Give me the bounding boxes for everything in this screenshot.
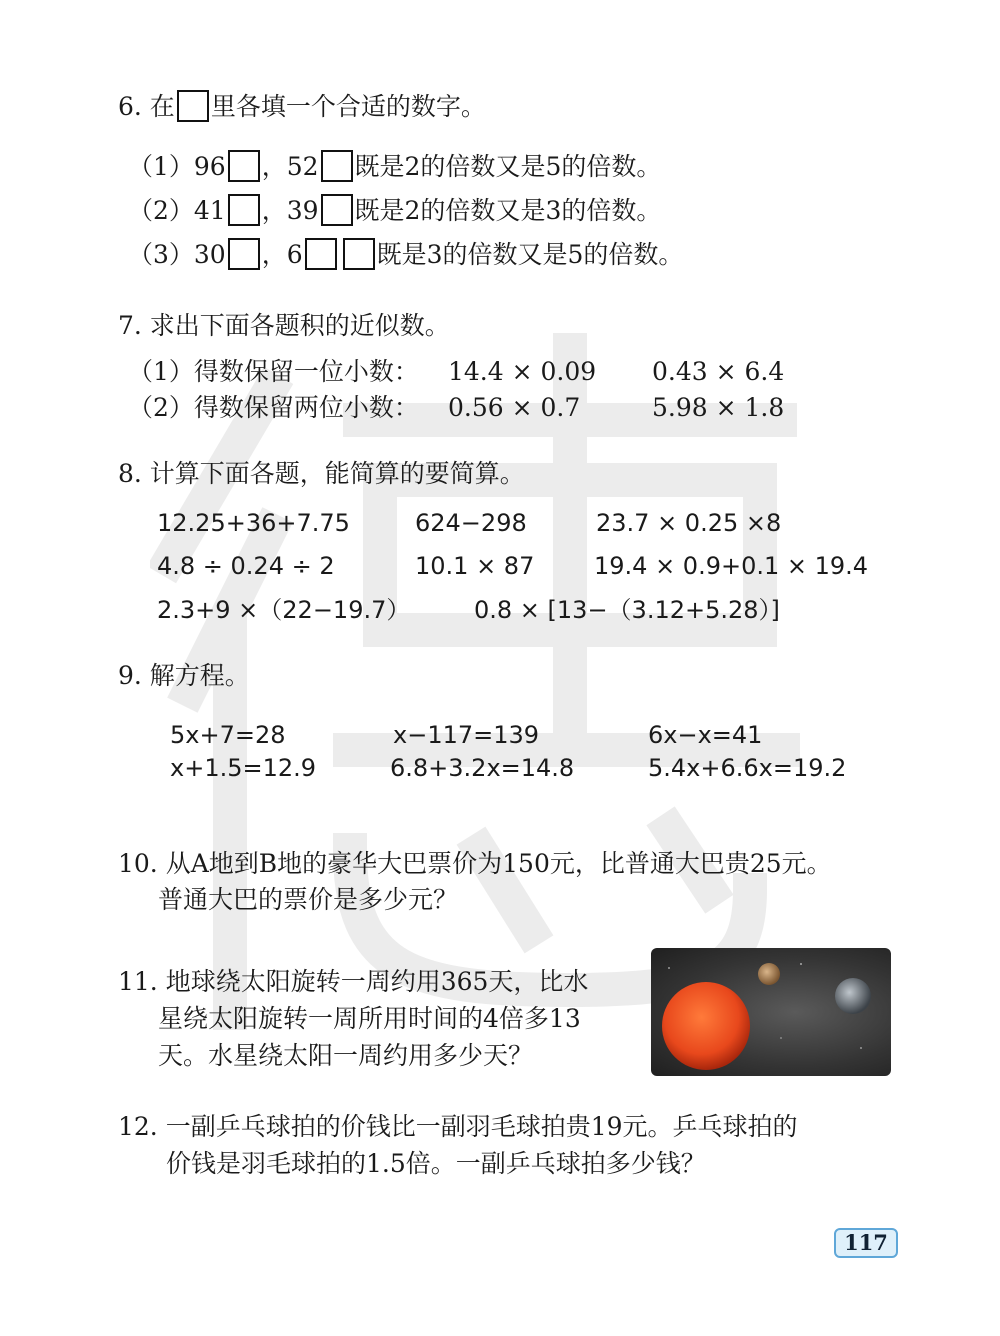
q9-equation: 5.4x+6.6x=19.2 bbox=[648, 754, 847, 782]
q9-equation: 6x−x=41 bbox=[648, 721, 763, 749]
q6-title-post: 里各填一个合适的数字。 bbox=[210, 92, 486, 121]
planets-image bbox=[651, 948, 891, 1076]
q6-title-pre: 6. 在 bbox=[118, 92, 175, 121]
q8-expr: 10.1 × 87 bbox=[415, 552, 535, 580]
q6-item-1-condition: 既是2的倍数又是5的倍数。 bbox=[354, 152, 662, 181]
answer-box[interactable] bbox=[305, 238, 337, 270]
q8-expr: 624−298 bbox=[415, 509, 527, 537]
q6-item-3-number-2: ，6 bbox=[261, 240, 303, 269]
q8-expr: 2.3+9 ×（22−19.7） bbox=[157, 596, 411, 624]
q6-item-2-number: （2）41 bbox=[128, 196, 226, 225]
answer-box[interactable] bbox=[321, 150, 353, 182]
q8-expr: 0.8 × [13−（3.12+5.28）] bbox=[474, 596, 780, 624]
q7-item-1-expr-2: 0.43 × 6.4 bbox=[652, 357, 785, 386]
q8-expr: 12.25+36+7.75 bbox=[157, 509, 350, 537]
planets-icon bbox=[651, 948, 891, 1076]
q9-equation: x+1.5=12.9 bbox=[170, 754, 317, 782]
answer-box[interactable] bbox=[228, 150, 260, 182]
q11-line-3: 天。水星绕太阳一周约用多少天？ bbox=[158, 1041, 534, 1070]
q9-equation: x−117=139 bbox=[393, 721, 540, 749]
q9-equation: 5x+7=28 bbox=[170, 721, 286, 749]
q7-item-2-label: （2）得数保留两位小数： bbox=[128, 393, 419, 422]
q8-expr: 23.7 × 0.25 ×8 bbox=[596, 509, 782, 537]
q7-item-2-expr-2: 5.98 × 1.8 bbox=[652, 393, 785, 422]
answer-box bbox=[177, 90, 209, 122]
q8-expr: 19.4 × 0.9+0.1 × 19.4 bbox=[594, 552, 869, 580]
q6-item-2-condition: 既是2的倍数又是3的倍数。 bbox=[354, 196, 662, 225]
q6-item-1-number: （1）96 bbox=[128, 152, 226, 181]
mercury-icon bbox=[758, 963, 780, 985]
answer-box[interactable] bbox=[321, 194, 353, 226]
q11-line-1: 11. 地球绕太阳旋转一周约用365天，比水 bbox=[118, 967, 589, 996]
q8-expr: 4.8 ÷ 0.24 ÷ 2 bbox=[157, 552, 335, 580]
q7-title: 7. 求出下面各题积的近似数。 bbox=[118, 311, 450, 340]
q9-equation: 6.8+3.2x=14.8 bbox=[390, 754, 575, 782]
q10-line-1: 10. 从A地到B地的豪华大巴票价为150元，比普通大巴贵25元。 bbox=[118, 849, 832, 878]
q6-item-1 bbox=[128, 150, 661, 183]
q6-item-3 bbox=[128, 238, 683, 271]
q12-line-1: 12. 一副乒乓球拍的价钱比一副羽毛球拍贵19元。乒乓球拍的 bbox=[118, 1112, 798, 1141]
sun-icon bbox=[662, 982, 750, 1070]
q12-line-2: 价钱是羽毛球拍的1.5倍。一副乒乓球拍多少钱？ bbox=[166, 1149, 706, 1178]
answer-box[interactable] bbox=[228, 238, 260, 270]
q11-line-2: 星绕太阳旋转一周所用时间的4倍多13 bbox=[158, 1004, 581, 1033]
answer-box[interactable] bbox=[343, 238, 375, 270]
q6-item-3-condition: 既是3的倍数又是5的倍数。 bbox=[376, 240, 684, 269]
q6-title bbox=[118, 90, 486, 123]
page-number-badge: 117 bbox=[834, 1228, 898, 1258]
earth-icon bbox=[835, 978, 871, 1014]
q6-item-2 bbox=[128, 194, 661, 227]
q7-item-2-expr-1: 0.56 × 0.7 bbox=[448, 393, 581, 422]
q10-line-2: 普通大巴的票价是多少元？ bbox=[158, 885, 459, 914]
q6-item-3-number: （3）30 bbox=[128, 240, 226, 269]
answer-box[interactable] bbox=[228, 194, 260, 226]
q6-item-1-number-2: ，52 bbox=[261, 152, 319, 181]
q9-title: 9. 解方程。 bbox=[118, 661, 250, 690]
q8-title: 8. 计算下面各题，能简算的要简算。 bbox=[118, 459, 525, 488]
q7-item-1-expr-1: 14.4 × 0.09 bbox=[448, 357, 597, 386]
q6-item-2-number-2: ，39 bbox=[261, 196, 319, 225]
q7-item-1-label: （1）得数保留一位小数： bbox=[128, 357, 419, 386]
